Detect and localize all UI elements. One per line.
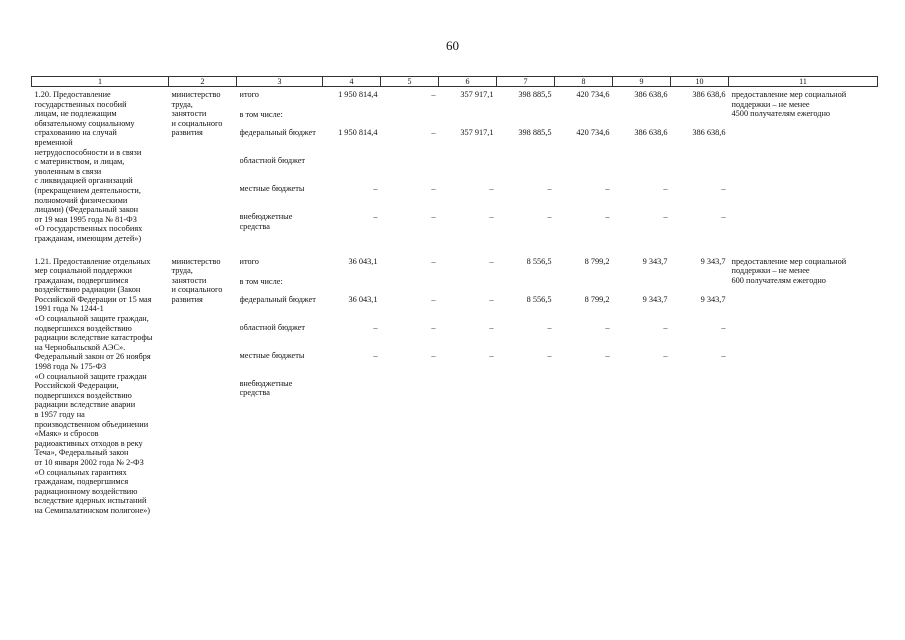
amount-value bbox=[500, 277, 552, 295]
amount-cell bbox=[613, 254, 671, 526]
amount-value bbox=[500, 379, 552, 407]
funding-source-label: федеральный бюджет bbox=[239, 128, 316, 137]
amount-value bbox=[326, 110, 378, 128]
amount-value: 386 638,6 bbox=[692, 128, 726, 137]
amount-value: – bbox=[431, 212, 436, 221]
amount-cell bbox=[613, 87, 671, 254]
amount-value bbox=[558, 110, 610, 128]
amount-cell bbox=[381, 254, 439, 526]
amount-cell bbox=[671, 87, 729, 254]
amount-value bbox=[616, 110, 668, 128]
amount-value: 386 638,6 bbox=[634, 128, 668, 137]
amount-cell bbox=[555, 87, 613, 254]
column-header: 10 bbox=[671, 77, 729, 87]
measure-cell bbox=[32, 87, 169, 254]
amount-value bbox=[442, 277, 494, 295]
column-header: 8 bbox=[555, 77, 613, 87]
amount-value: – bbox=[663, 350, 668, 360]
program-table bbox=[31, 76, 878, 526]
amount-value: – bbox=[721, 184, 726, 193]
amount-value: 9 343,7 bbox=[642, 256, 668, 266]
column-header: 3 bbox=[237, 77, 323, 87]
amount-value: – bbox=[431, 322, 436, 332]
measure-cell bbox=[32, 254, 169, 526]
amount-value: 357 917,1 bbox=[460, 90, 494, 99]
funding-source-cell bbox=[237, 254, 323, 526]
amount-value bbox=[674, 156, 726, 184]
amount-value bbox=[442, 156, 494, 184]
amount-value: – bbox=[373, 322, 378, 332]
amount-value: – bbox=[373, 184, 378, 193]
amount-value: 8 799,2 bbox=[584, 256, 610, 266]
amount-value bbox=[500, 110, 552, 128]
page-number: 60 bbox=[446, 38, 459, 53]
amount-value: – bbox=[605, 212, 610, 221]
amount-value: – bbox=[431, 350, 436, 360]
amount-value bbox=[616, 156, 668, 184]
amount-value bbox=[384, 156, 436, 184]
amount-value: – bbox=[547, 184, 552, 193]
amount-cell bbox=[497, 87, 555, 254]
amount-value: 9 343,7 bbox=[700, 256, 726, 266]
amount-value bbox=[442, 110, 494, 128]
amount-value: 398 885,5 bbox=[518, 128, 552, 137]
funding-source-label: местные бюджеты bbox=[239, 184, 305, 193]
amount-value: – bbox=[547, 322, 552, 332]
funding-source-label: итого bbox=[239, 90, 259, 99]
amount-value bbox=[384, 110, 436, 128]
column-number-row bbox=[32, 77, 878, 87]
executor-cell bbox=[169, 87, 237, 254]
amount-cell bbox=[555, 254, 613, 526]
column-header: 1 bbox=[32, 77, 169, 87]
amount-value bbox=[500, 156, 552, 184]
amount-value bbox=[674, 379, 726, 407]
amount-cell bbox=[439, 87, 497, 254]
amount-value: – bbox=[431, 184, 436, 193]
amount-value: – bbox=[721, 212, 726, 221]
amount-value: 420 734,6 bbox=[576, 90, 610, 99]
amount-cell bbox=[497, 254, 555, 526]
amount-value: – bbox=[489, 256, 494, 266]
amount-value: – bbox=[547, 350, 552, 360]
amount-value: 9 343,7 bbox=[700, 294, 726, 304]
amount-value: 36 043,1 bbox=[348, 256, 378, 266]
amount-value: – bbox=[373, 350, 378, 360]
amount-value bbox=[616, 379, 668, 407]
amount-value bbox=[616, 277, 668, 295]
amount-value bbox=[558, 277, 610, 295]
amount-value: – bbox=[605, 184, 610, 193]
executor-cell bbox=[169, 254, 237, 526]
executor-name: министерство труда, занятости и социального развития bbox=[171, 256, 223, 304]
amount-cell bbox=[323, 254, 381, 526]
amount-value: – bbox=[431, 256, 436, 266]
column-header: 4 bbox=[323, 77, 381, 87]
amount-value: 36 043,1 bbox=[348, 294, 378, 304]
amount-value: 8 556,5 bbox=[526, 294, 552, 304]
measure-name: 1.21. Предоставление отдельных мер социальной поддержки гражданам, подвергшимся воздействию радиации (Закон Российской Федерации от 15 мая 1991 года № 1244-1 «О социальной защите граждан, подвергшихся воздействию радиации вследствие катастрофы на Чернобыльской АЭС». Федеральный закон от 26 ноября 1998 года № 175-ФЗ «О социальной защите граждан Российской Федерации, подвергшихся воздействию радиации вследствие аварии в 1957 году на производственном объединении «Маяк» и сбросов радиоактивных отходов в реку Теча», Федеральный закон от 10 января 2002 года № 2-ФЗ «О социальных гарантиях гражданам, подвергшимся радиационному воздействию вследствие ядерных испытаний на Семипалатинском полигоне») bbox=[34, 256, 153, 515]
amount-value: – bbox=[431, 90, 436, 99]
funding-source-label: областной бюджет bbox=[239, 156, 306, 165]
amount-value bbox=[442, 379, 494, 407]
column-header: 7 bbox=[497, 77, 555, 87]
amount-value: 1 950 814,4 bbox=[338, 90, 378, 99]
amount-cell bbox=[439, 254, 497, 526]
amount-value: 420 734,6 bbox=[576, 128, 610, 137]
amount-value: – bbox=[489, 294, 494, 304]
amount-value: 386 638,6 bbox=[634, 90, 668, 99]
result-cell bbox=[729, 87, 878, 254]
funding-source-label: итого bbox=[239, 256, 259, 266]
amount-value bbox=[674, 277, 726, 295]
funding-source-label: в том числе: bbox=[239, 276, 283, 286]
amount-value bbox=[558, 379, 610, 407]
funding-source-cell bbox=[237, 87, 323, 254]
amount-value bbox=[326, 379, 378, 407]
amount-value: 386 638,6 bbox=[692, 90, 726, 99]
amount-value: – bbox=[431, 294, 436, 304]
amount-value: 398 885,5 bbox=[518, 90, 552, 99]
measure-name: 1.20. Предоставление государственных пособий лицам, не подлежащим обязательному социальному страхованию на случай временной нетрудоспособности и в связи с материнством, и лицам, уволенным в связи с ликвидацией организаций (прекращением деятельности, полномочий физическими лицами) (Федеральный закон от 19 мая 1995 года № 81-ФЗ «О государственных пособиях гражданам, имеющим детей») bbox=[34, 90, 143, 243]
amount-value: 8 556,5 bbox=[526, 256, 552, 266]
amount-value: – bbox=[721, 322, 726, 332]
funding-source-label: внебюджетные средства bbox=[239, 212, 293, 231]
amount-value: – bbox=[605, 322, 610, 332]
amount-value: – bbox=[547, 212, 552, 221]
table-row bbox=[32, 87, 878, 254]
amount-value: 9 343,7 bbox=[642, 294, 668, 304]
expected-result: предоставление мер социальной поддержки – не менее 4500 получателям ежегодно bbox=[731, 90, 847, 119]
expected-result: предоставление мер социальной поддержки – не менее 600 получателям ежегодно bbox=[731, 256, 847, 285]
column-header: 9 bbox=[613, 77, 671, 87]
amount-value: – bbox=[663, 184, 668, 193]
amount-value: – bbox=[721, 350, 726, 360]
amount-value bbox=[326, 156, 378, 184]
table-row bbox=[32, 254, 878, 526]
funding-source-label: внебюджетные средства bbox=[239, 378, 293, 398]
amount-value: 1 950 814,4 bbox=[338, 128, 378, 137]
column-header: 2 bbox=[169, 77, 237, 87]
amount-value bbox=[384, 379, 436, 407]
amount-value: – bbox=[489, 350, 494, 360]
amount-value: 8 799,2 bbox=[584, 294, 610, 304]
funding-source-label: федеральный бюджет bbox=[239, 294, 316, 304]
funding-source-label: областной бюджет bbox=[239, 322, 306, 332]
amount-value bbox=[326, 277, 378, 295]
amount-value bbox=[384, 277, 436, 295]
funding-source-label: в том числе: bbox=[239, 110, 283, 119]
amount-value: – bbox=[373, 212, 378, 221]
amount-value: – bbox=[431, 128, 436, 137]
amount-cell bbox=[671, 254, 729, 526]
amount-value: – bbox=[489, 184, 494, 193]
result-cell bbox=[729, 254, 878, 526]
amount-value: – bbox=[605, 350, 610, 360]
column-header: 11 bbox=[729, 77, 878, 87]
amount-value bbox=[674, 110, 726, 128]
amount-value: – bbox=[489, 212, 494, 221]
funding-source-label: местные бюджеты bbox=[239, 350, 305, 360]
amount-cell bbox=[381, 87, 439, 254]
amount-value: – bbox=[489, 322, 494, 332]
amount-value: – bbox=[663, 322, 668, 332]
column-header: 6 bbox=[439, 77, 497, 87]
amount-value: 357 917,1 bbox=[460, 128, 494, 137]
executor-name: министерство труда, занятости и социального развития bbox=[171, 90, 223, 138]
column-header: 5 bbox=[381, 77, 439, 87]
amount-cell bbox=[323, 87, 381, 254]
amount-value: – bbox=[663, 212, 668, 221]
amount-value bbox=[558, 156, 610, 184]
